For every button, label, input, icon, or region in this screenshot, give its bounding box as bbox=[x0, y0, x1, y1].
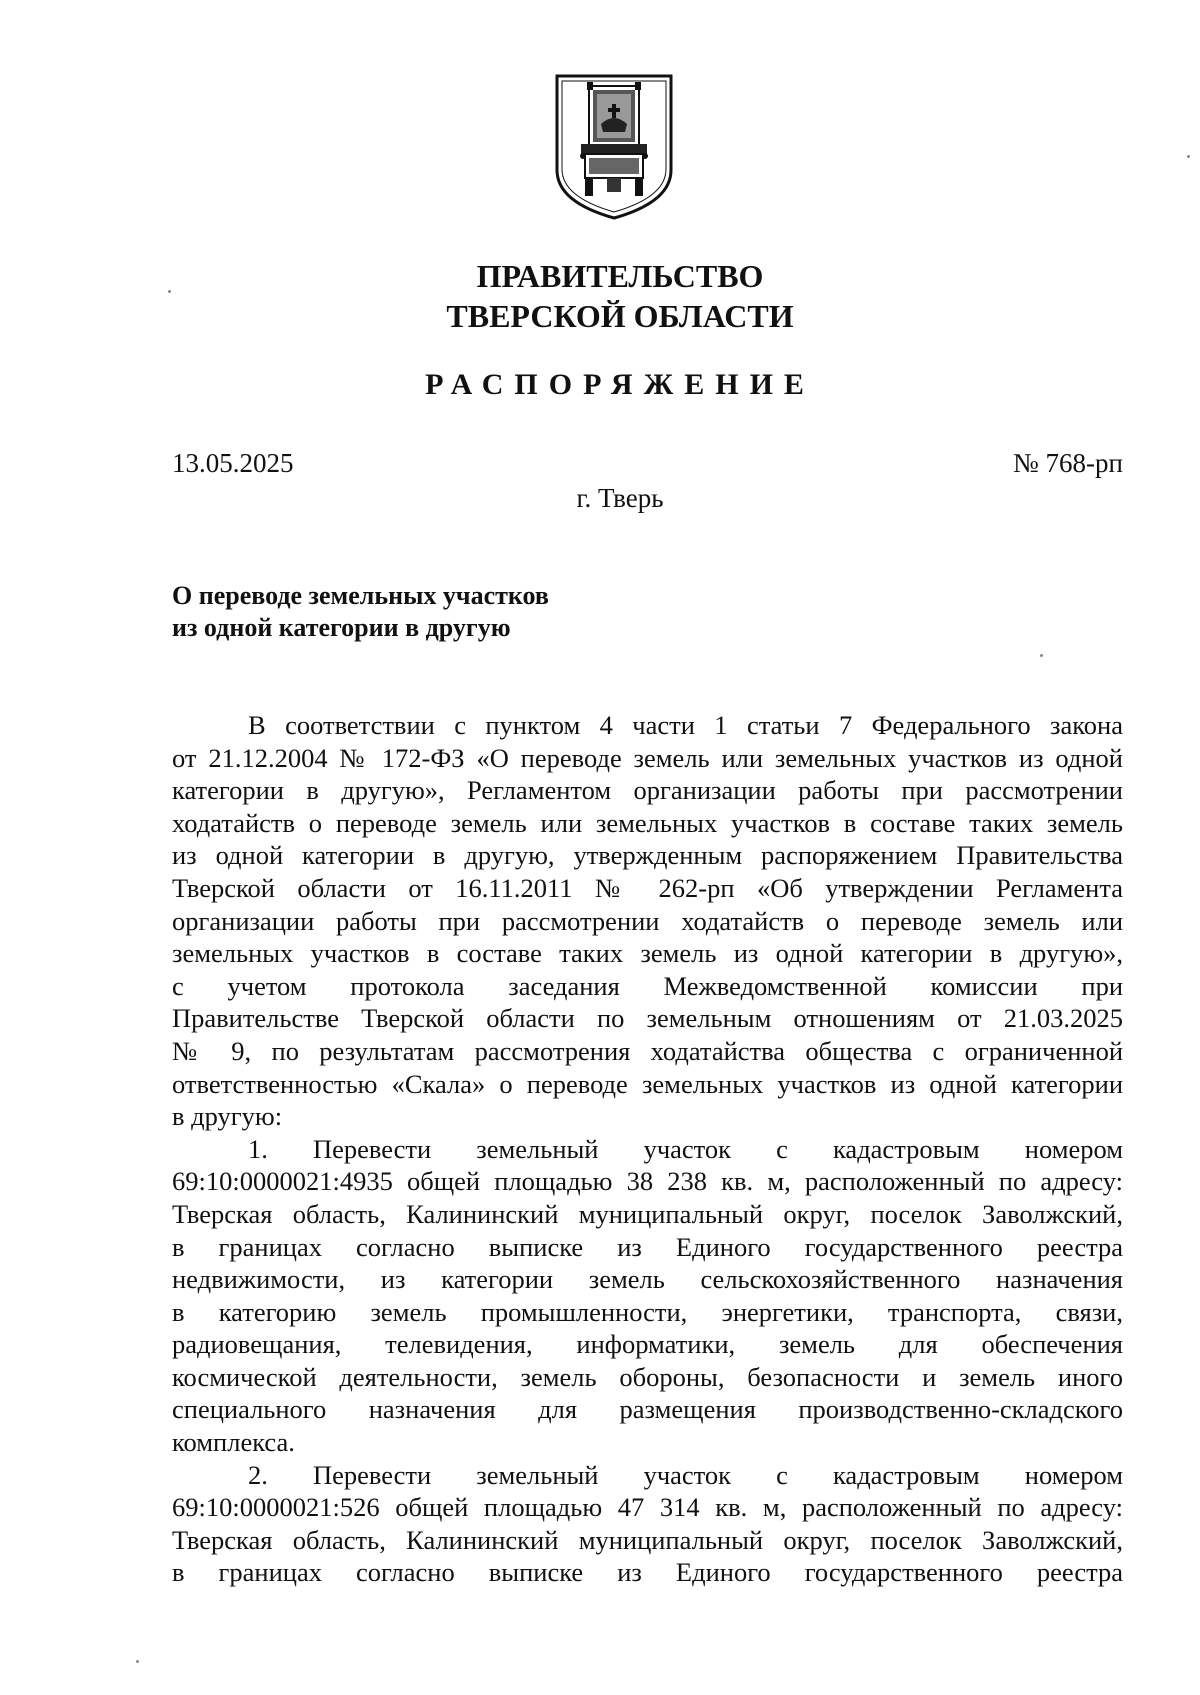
body-line: 1. Перевести земельный участок с кадастровым номером bbox=[248, 1133, 1123, 1164]
body-line: 2. Перевести земельный участок с кадастровым номером bbox=[248, 1459, 1123, 1490]
document-date: 13.05.2025 bbox=[172, 448, 294, 478]
body-line: космической деятельности, земель обороны, безопасности и земель иного bbox=[172, 1361, 1123, 1392]
body-line: в границах согласно выписке из Единого государственного реестра bbox=[172, 1231, 1123, 1262]
body-line: организации работы при рассмотрении ходатайств о переводе земель или bbox=[172, 905, 1123, 936]
body-line: недвижимости, из категории земель сельскохозяйственного назначения bbox=[172, 1264, 1123, 1295]
body-line: № 9, по результатам рассмотрения ходатайства общества с ограниченной bbox=[172, 1035, 1123, 1066]
document-city: г. Тверь bbox=[576, 483, 664, 513]
body-line: земельных участков в составе таких земель из одной категории в другую», bbox=[172, 938, 1123, 969]
document-title-line2: из одной категории в другую bbox=[172, 613, 511, 642]
document-title-line1: О переводе земельных участков bbox=[172, 581, 549, 610]
body-line: от 21.12.2004 № 172-ФЗ «О переводе земель или земельных участков из одной bbox=[172, 742, 1123, 773]
body-line: радиовещания, телевидения, информатики, земель для обеспечения bbox=[172, 1329, 1123, 1360]
organization-name-line2: ТВЕРСКОЙ ОБЛАСТИ bbox=[446, 298, 794, 334]
body-line: из одной категории в другую, утвержденным распоряжением Правительства bbox=[172, 840, 1123, 871]
body-line: специального назначения для размещения производственно-складского bbox=[172, 1394, 1123, 1425]
body-line: Правительстве Тверской области по земельным отношениям от 21.03.2025 bbox=[172, 1003, 1123, 1034]
scan-speck bbox=[1040, 654, 1043, 657]
body-line: ходатайств о переводе земель или земельных участков в составе таких земель bbox=[172, 807, 1123, 838]
body-line: категории в другую», Регламентом организации работы при рассмотрении bbox=[172, 775, 1123, 806]
coat-of-arms-icon bbox=[551, 72, 677, 222]
body-line: Тверская область, Калининский муниципальный округ, поселок Заволжский, bbox=[172, 1198, 1123, 1229]
document-type: РАСПОРЯЖЕНИЕ bbox=[425, 368, 815, 401]
document-title bbox=[172, 580, 549, 644]
body-line: в другую: bbox=[172, 1101, 283, 1132]
body-line: 69:10:0000021:526 общей площадью 47 314 кв. м, расположенный по адресу: bbox=[172, 1492, 1123, 1523]
body-line: с учетом протокола заседания Межведомственной комиссии при bbox=[172, 970, 1123, 1001]
body-line: в границах согласно выписке из Единого государственного реестра bbox=[172, 1557, 1123, 1588]
body-line: комплекса. bbox=[172, 1427, 295, 1458]
document-number: № 768-рп bbox=[1013, 448, 1123, 478]
body-line: ответственностью «Скала» о переводе земельных участков из одной категории bbox=[172, 1068, 1123, 1099]
organization-name-line1: ПРАВИТЕЛЬСТВО bbox=[476, 258, 764, 294]
scan-speck bbox=[1187, 155, 1190, 158]
body-line: Тверской области от 16.11.2011 № 262-рп «Об утверждении Регламента bbox=[172, 872, 1123, 903]
document-body bbox=[172, 709, 1123, 1589]
body-line: в категорию земель промышленности, энергетики, транспорта, связи, bbox=[172, 1296, 1123, 1327]
scan-speck bbox=[168, 290, 171, 293]
scan-speck bbox=[136, 1660, 139, 1663]
body-line: Тверская область, Калининский муниципальный округ, поселок Заволжский, bbox=[172, 1524, 1123, 1555]
body-line: В соответствии с пунктом 4 части 1 статьи 7 Федерального закона bbox=[248, 710, 1123, 740]
body-line: 69:10:0000021:4935 общей площадью 38 238 кв. м, расположенный по адресу: bbox=[172, 1166, 1123, 1197]
